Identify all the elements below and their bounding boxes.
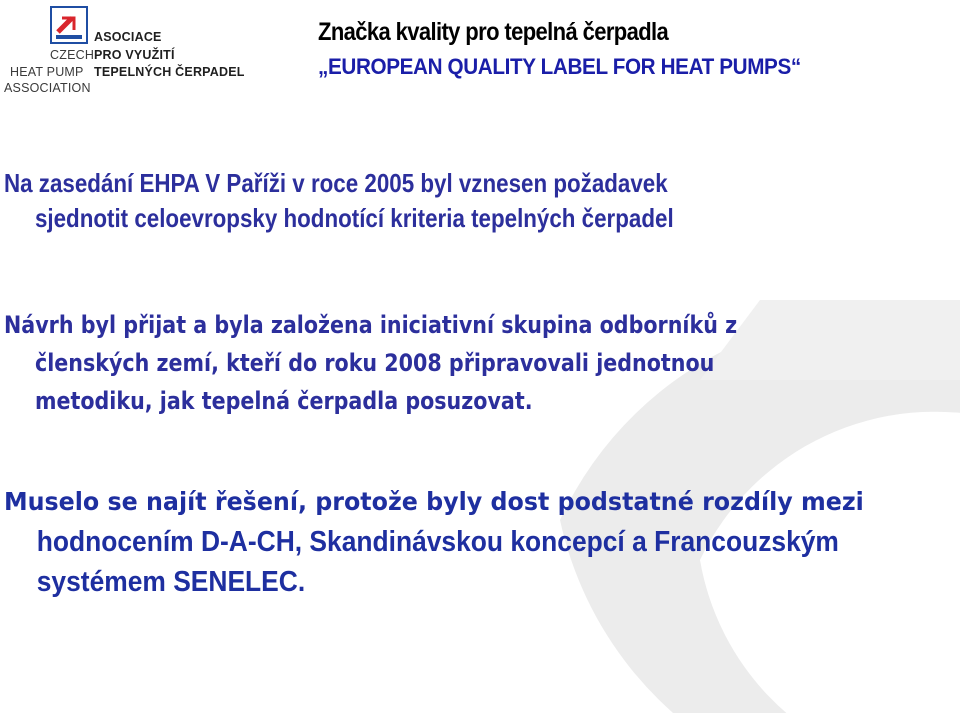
logo-text-asociace: ASOCIACE xyxy=(94,30,162,44)
logo-text-czech: CZECH xyxy=(50,48,95,62)
paragraph-3-line-1: Muselo se najít řešení, protože byly dost podstatné rozdíly mezi xyxy=(4,487,864,516)
paragraph-3-line-3: systémem SENELEC. xyxy=(36,566,306,598)
logo-text-pro-vyuziti: PRO VYUŽITÍ xyxy=(94,48,175,62)
paragraph-3 xyxy=(4,482,921,602)
paragraph-2-line-3: metodiku, jak tepelná čerpadla posuzovat. xyxy=(34,387,533,415)
paragraph-1-line-1: Na zasedání EHPA V Paříži v roce 2005 byl vznesen požadavek xyxy=(4,168,668,198)
page-subtitle: „EUROPEAN QUALITY LABEL FOR HEAT PUMPS“ xyxy=(318,54,801,79)
paragraph-2-line-2: členských zemí, kteří do roku 2008 připravovali jednotnou xyxy=(34,349,715,377)
paragraph-3-line-2: hodnocením D-A-CH, Skandinávskou koncepcí a Francouzským xyxy=(36,526,839,558)
page-title: Značka kvality pro tepelná čerpadla xyxy=(318,18,669,46)
paragraph-1-line-2: sjednotit celoevropsky hodnotící kriteria tepelných čerpadel xyxy=(34,203,674,233)
logo-text-heat-pump: HEAT PUMP xyxy=(10,65,84,79)
paragraph-2-line-1: Návrh byl přijat a byla založena iniciativní skupina odborníků z xyxy=(4,311,738,339)
logo-mark-icon xyxy=(50,6,88,44)
logo-text-association: ASSOCIATION xyxy=(4,81,91,95)
association-logo xyxy=(4,6,254,96)
logo-text-tepelnych: TEPELNÝCH ČERPADEL xyxy=(94,65,245,79)
paragraph-1 xyxy=(4,166,783,236)
paragraph-2 xyxy=(4,306,856,420)
